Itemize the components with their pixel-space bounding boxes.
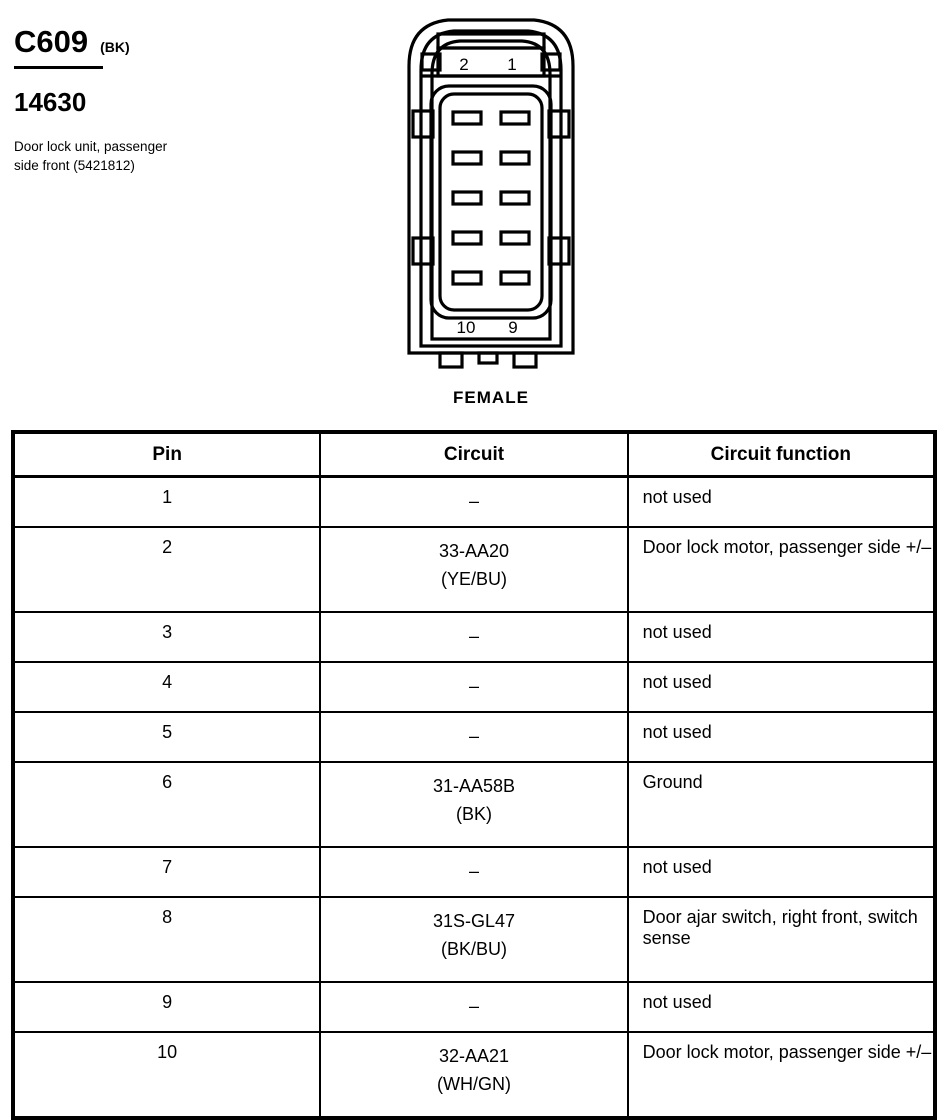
cavity-number-2: 2 [459,55,469,74]
circuit-color-code: (BK/BU) [440,939,507,959]
circuit-code: – [468,491,479,511]
connector-color-code: (BK) [100,39,130,55]
circuit-code: – [468,626,479,646]
connector-id-underline [14,66,103,69]
cell-pin-number: 9 [13,982,320,1032]
cavity-slot [453,152,481,164]
connector-diagram [396,8,586,408]
table-header-row [13,432,935,477]
cell-circuit-function: Ground [628,762,935,847]
circuit-code: – [468,861,479,881]
circuit-code: 31-AA58B [432,776,516,796]
cavity-slot [453,272,481,284]
circuit-color-code: (WH/GN) [437,1074,511,1094]
circuit-color-code: (BK) [455,804,492,824]
cell-pin-number: 2 [13,527,320,612]
cell-circuit-function: not used [628,982,935,1032]
column-header-circuit-function: Circuit function [628,432,935,477]
connector-header [14,26,274,175]
cell-pin-number: 6 [13,762,320,847]
cell-circuit-function: not used [628,477,935,528]
cell-circuit-code [320,847,627,897]
connector-description: Door lock unit, passenger side front (5421812) [14,139,168,173]
cavity-slot [453,232,481,244]
cell-pin-number: 4 [13,662,320,712]
table-row [13,527,935,612]
cavity-slot [501,192,529,204]
cavity-number-9: 9 [508,318,518,337]
mating-face-outer [431,86,551,318]
circuit-code: 32-AA21 [438,1046,510,1066]
table-row [13,712,935,762]
top-pin-label-block [438,48,544,76]
cell-pin-number: 7 [13,847,320,897]
cell-circuit-code [320,612,627,662]
cell-circuit-code [320,477,627,528]
cell-circuit-function: not used [628,612,935,662]
cavity-slot [453,112,481,124]
connector-id: C609 [14,24,89,59]
cavity-slot [501,232,529,244]
cavity-slot [501,112,529,124]
bottom-tab-right [514,353,536,367]
cell-circuit-code [320,897,627,982]
circuit-color-code: (YE/BU) [440,569,507,589]
table-row [13,897,935,982]
table-row [13,762,935,847]
cavity-slot [501,272,529,284]
table-row [13,612,935,662]
cell-pin-number: 8 [13,897,320,982]
circuit-code: – [468,996,479,1016]
bottom-tab-center [479,353,497,363]
column-header-circuit: Circuit [320,432,627,477]
cavity-slot [501,152,529,164]
connector-id-row [14,26,274,57]
cell-circuit-function: not used [628,712,935,762]
cell-pin-number: 10 [13,1032,320,1118]
column-header-pin: Pin [13,432,320,477]
cavity-slot-group [453,112,529,284]
cavity-slot [453,192,481,204]
table-row [13,477,935,528]
connector-illustration [396,8,586,383]
table-row [13,847,935,897]
table-row [13,1032,935,1118]
cavity-number-1: 1 [507,55,517,74]
cell-circuit-code [320,762,627,847]
cell-circuit-code [320,712,627,762]
cell-circuit-function: not used [628,662,935,712]
cell-circuit-function: not used [628,847,935,897]
cell-pin-number: 1 [13,477,320,528]
connector-gender-label: FEMALE [453,388,529,407]
pin-assignment-table [11,430,937,1120]
cell-circuit-code [320,662,627,712]
table-header [13,432,935,477]
cell-pin-number: 5 [13,712,320,762]
cell-circuit-function: Door ajar switch, right front, switch sense [628,897,935,982]
cell-circuit-function: Door lock motor, passenger side +/– [628,1032,935,1118]
cell-circuit-code [320,982,627,1032]
table-row [13,982,935,1032]
circuit-code: – [468,676,479,696]
circuit-code: 33-AA20 [438,541,510,561]
table-row [13,662,935,712]
bottom-tab-left [440,353,462,367]
circuit-code: 31S-GL47 [432,911,516,931]
mating-face-inner [440,94,542,310]
part-number: 14630 [14,87,87,117]
cell-circuit-code [320,527,627,612]
cavity-number-10: 10 [456,318,476,337]
circuit-code: – [468,726,479,746]
connector-inner-shell [421,31,561,346]
table-body [13,477,935,1119]
cell-circuit-function: Door lock motor, passenger side +/– [628,527,935,612]
cell-circuit-code [320,1032,627,1118]
cell-pin-number: 3 [13,612,320,662]
